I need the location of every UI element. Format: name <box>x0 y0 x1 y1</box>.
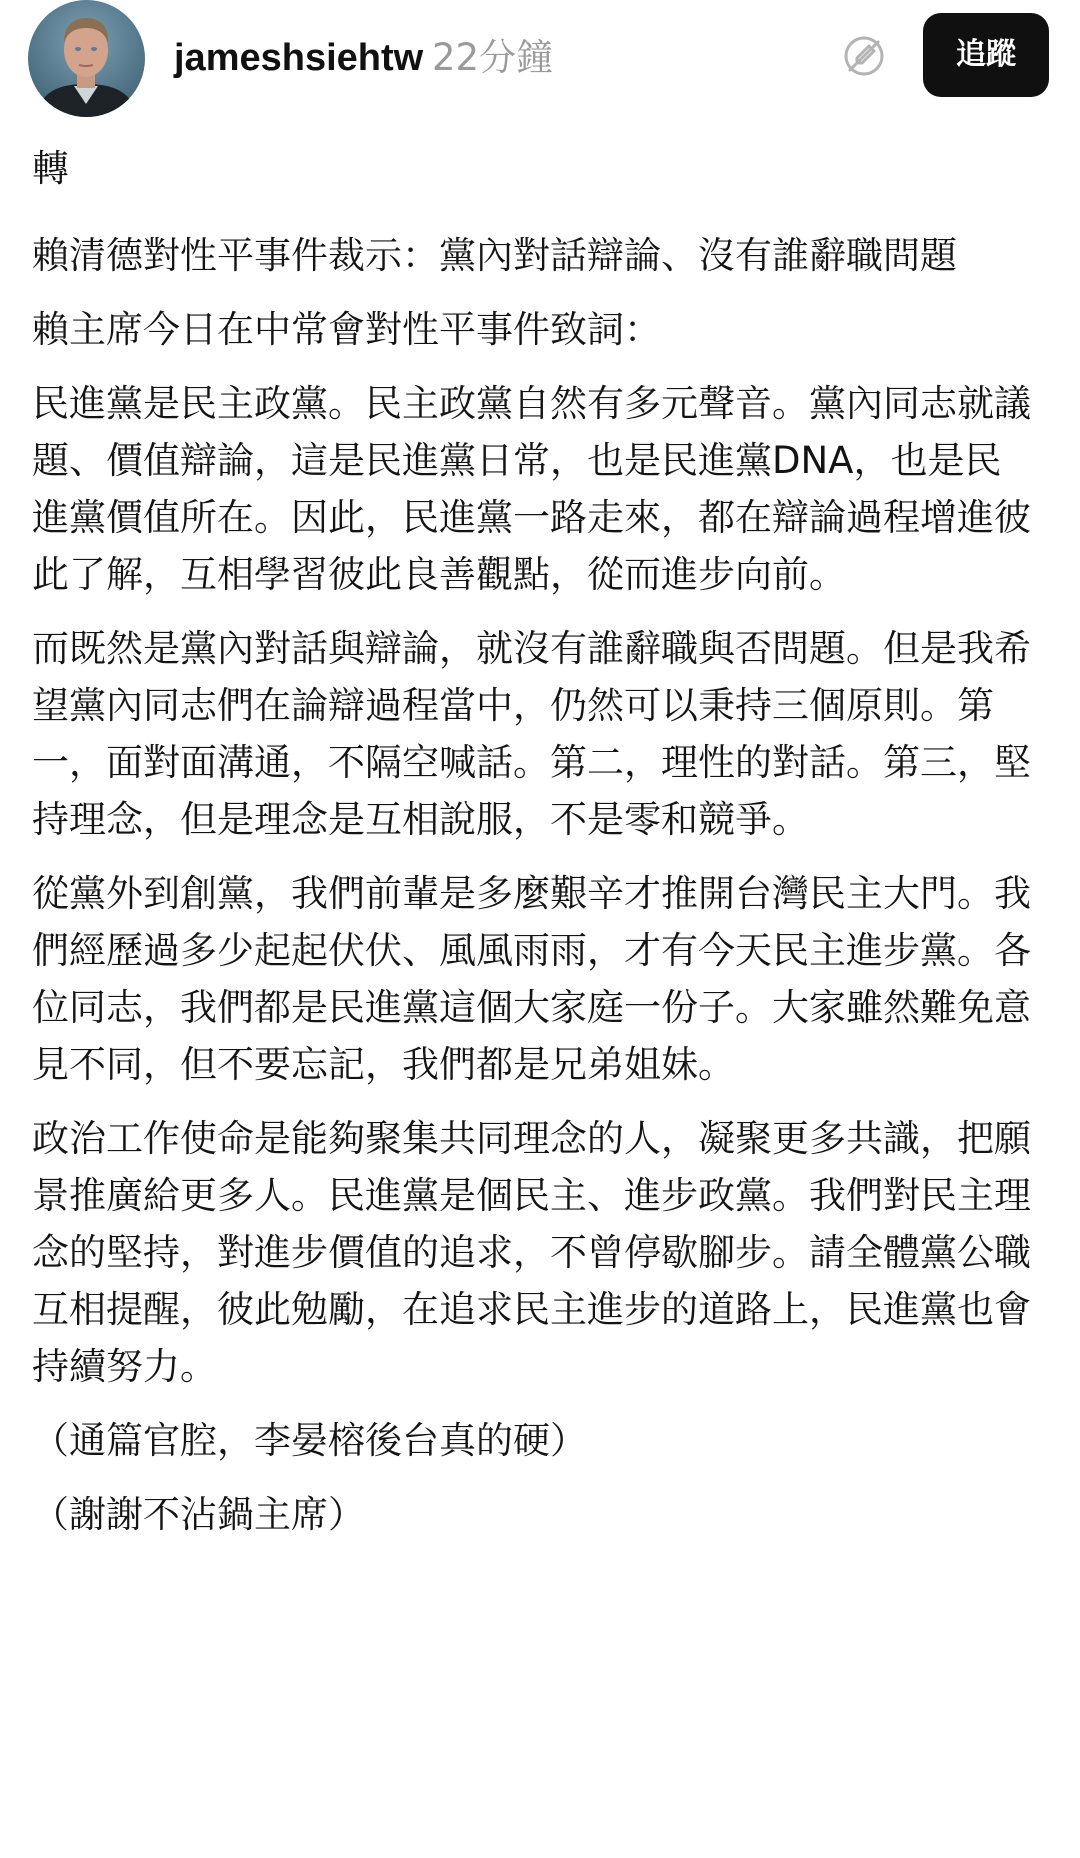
post-paragraph: 政治工作使命是能夠聚集共同理念的人，凝聚更多共識，把願景推廣給更多人。民進黨是個民主、進步政黨。我們對民主理念的堅持，對進步價值的追求，不曾停歇腳步。請全體黨公職互相提醒，彼此勉勵，在追求民主進步的道路上，民進黨也會持續努力。 <box>32 1117 1031 1388</box>
follow-button[interactable]: 追蹤 <box>923 13 1049 97</box>
post-header <box>0 0 1080 118</box>
post-paragraph: 賴主席今日在中常會對性平事件致詞： <box>32 308 661 351</box>
post-body <box>32 140 1032 1543</box>
post-timestamp: 22分鐘 <box>432 36 554 79</box>
post-paragraph: 轉 <box>32 147 69 190</box>
post-paragraph: （通篇官腔，李晏榕後台真的硬） <box>32 1419 587 1462</box>
edit-disabled-icon[interactable] <box>842 34 886 78</box>
post-paragraph: 民進黨是民主政黨。民主政黨自然有多元聲音。黨內同志就議題、價值辯論，這是民進黨日常，也是民進黨DNA，也是民進黨價值所在。因此，民進黨一路走來，都在辯論過程增進彼此了解，互相學習彼此良善觀點，從而進步向前。 <box>32 382 1031 596</box>
avatar[interactable] <box>28 0 145 117</box>
person-portrait-avatar-icon <box>28 0 145 117</box>
username[interactable]: jameshsiehtw <box>174 37 424 79</box>
post-paragraph: 而既然是黨內對話與辯論，就沒有誰辭職與否問題。但是我希望黨內同志們在論辯過程當中，仍然可以秉持三個原則。第一，面對面溝通，不隔空喊話。第二，理性的對話。第三，堅持理念，但是理念是互相說服，不是零和競爭。 <box>32 627 1031 841</box>
post-paragraph: 賴清德對性平事件裁示：黨內對話辯論、沒有誰辭職問題 <box>32 234 957 277</box>
post-paragraph: 從黨外到創黨，我們前輩是多麼艱辛才推開台灣民主大門。我們經歷過多少起起伏伏、風風雨雨，才有今天民主進步黨。各位同志，我們都是民進黨這個大家庭一份子。大家雖然難免意見不同，但不要忘記，我們都是兄弟姐妹。 <box>32 872 1031 1086</box>
post-paragraph: （謝謝不沾鍋主席） <box>32 1493 365 1536</box>
